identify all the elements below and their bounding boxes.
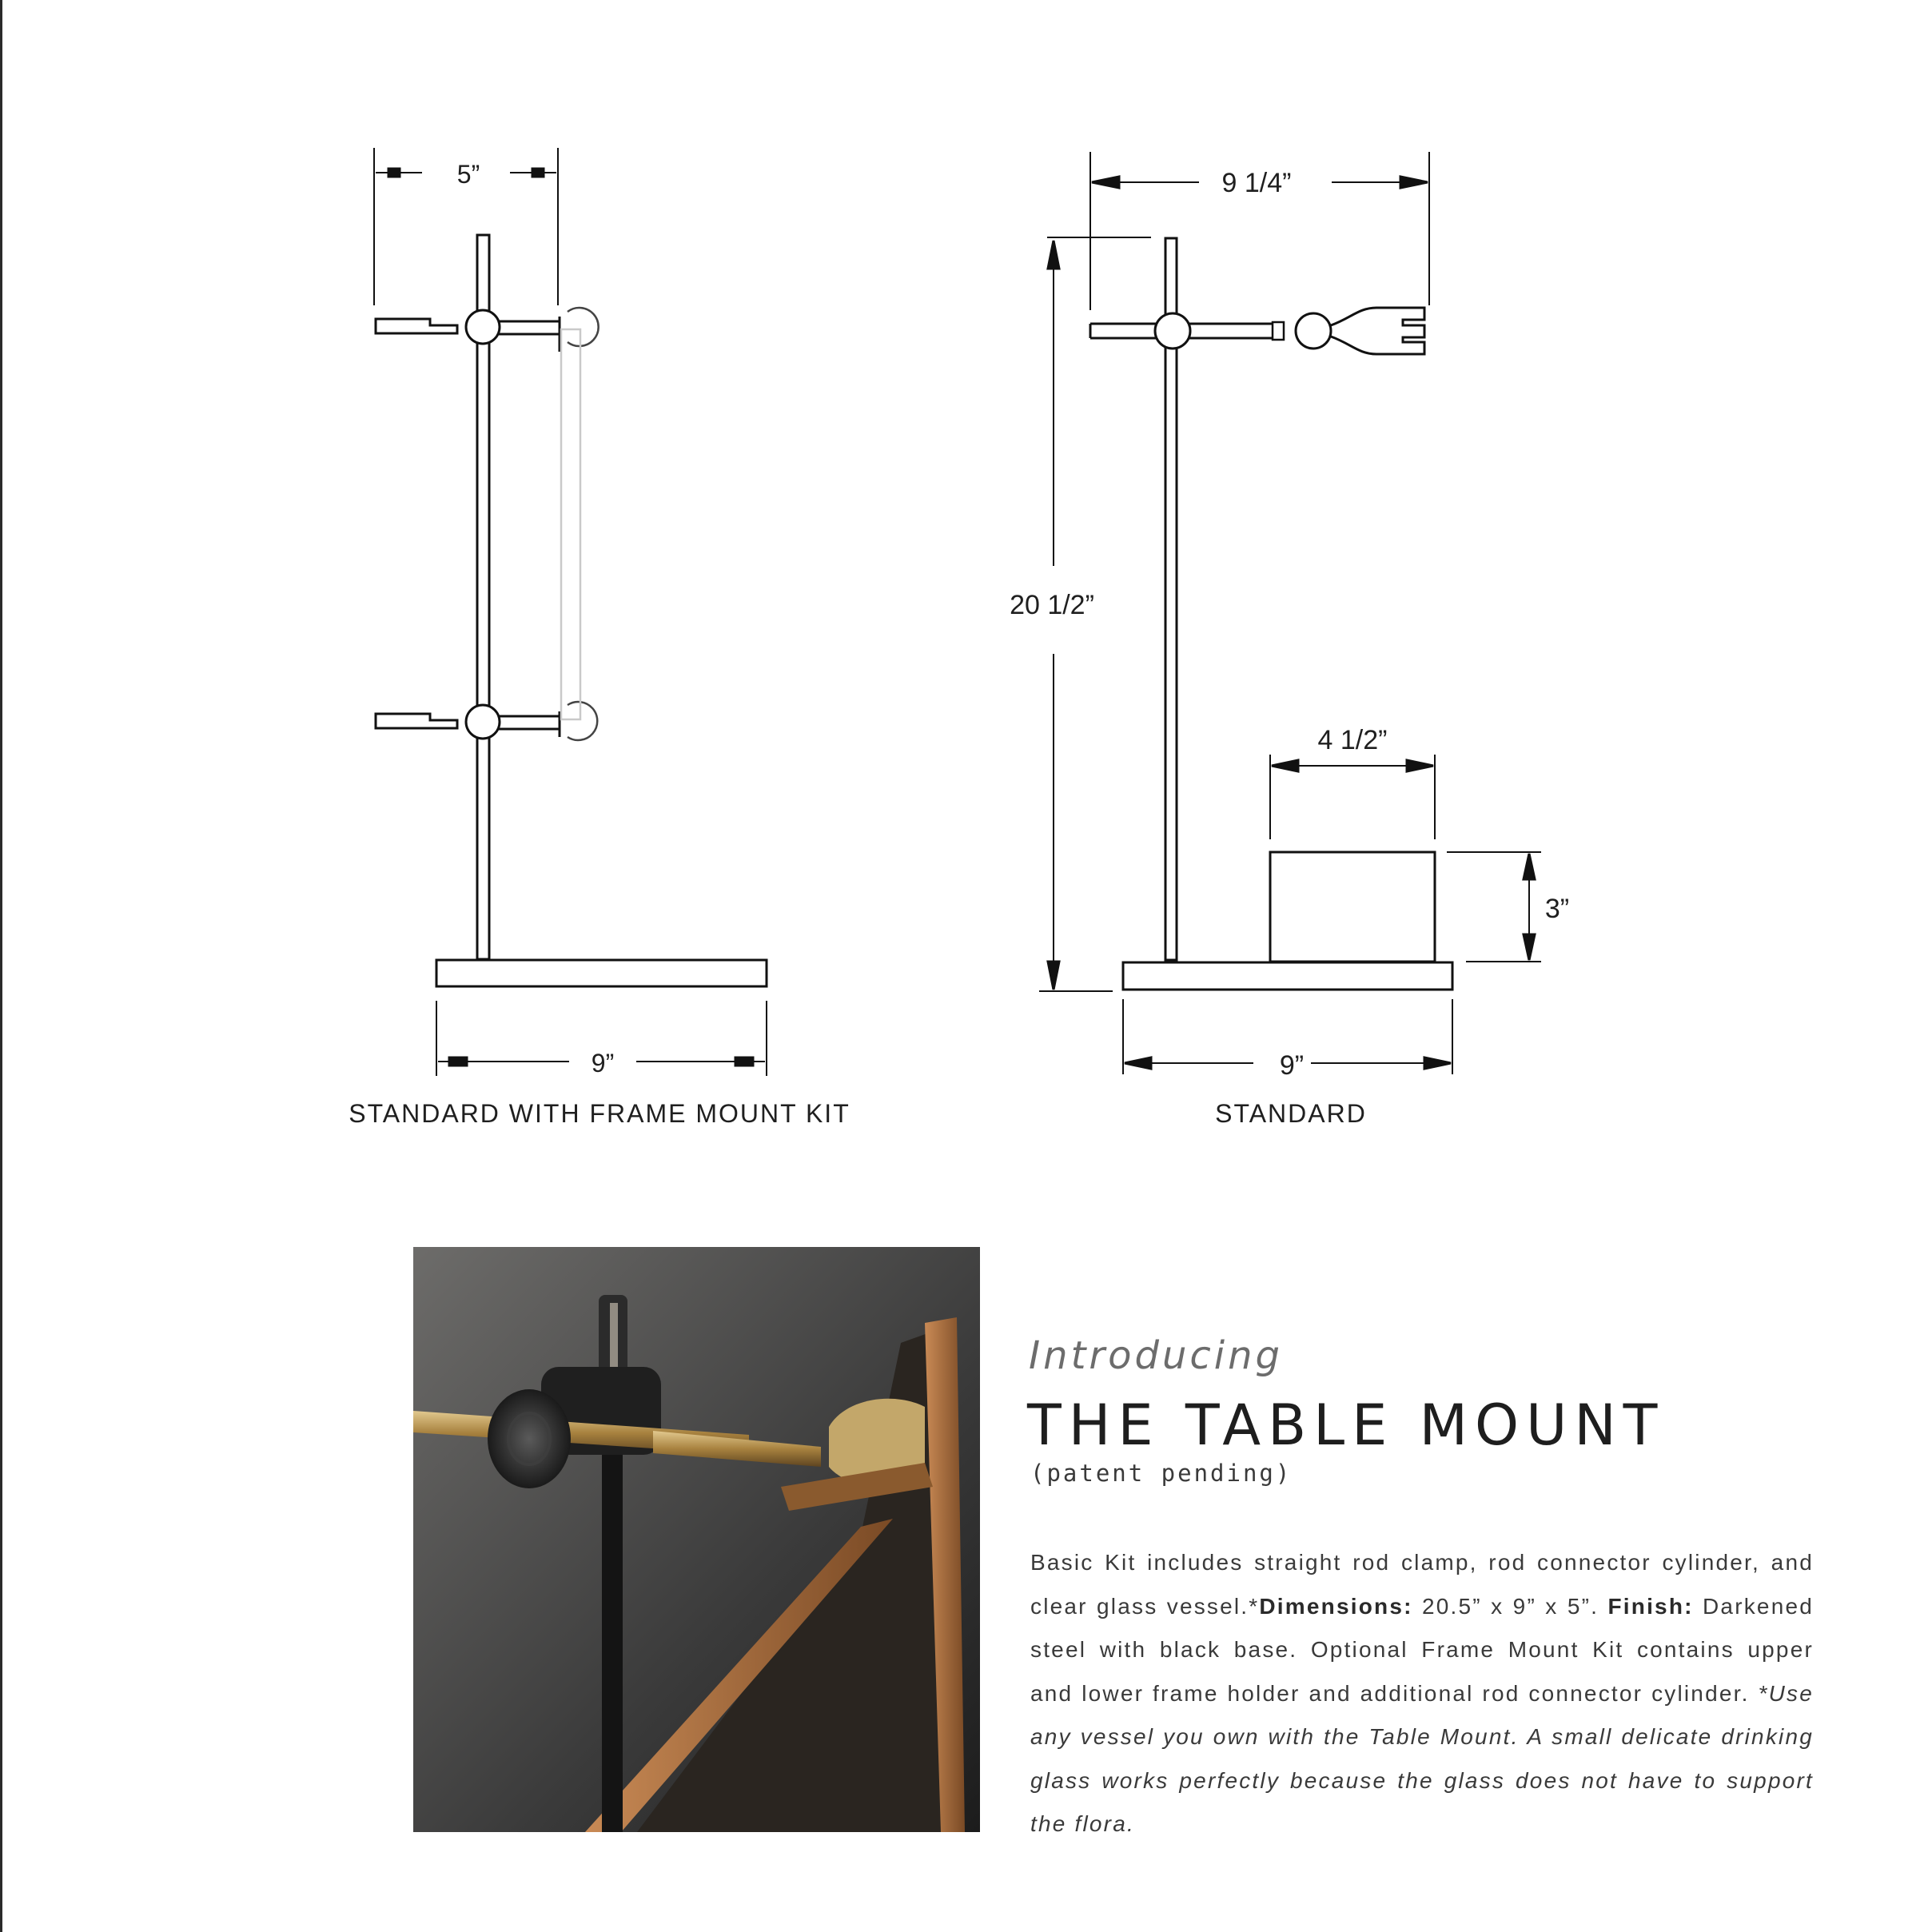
vessel-note: *Use any vessel you own with the Table Mount. A small delicate drinking glass works perfectly because the glass does not have to support the flora. [1030,1680,1814,1836]
left-bottom-dimension-label: 9” [591,1049,615,1078]
product-title: THE TABLE MOUNT [1027,1392,1665,1458]
vessel-height-dimension-label: 3” [1544,894,1570,924]
finish-label: Finish: [1607,1593,1694,1619]
left-drawing-caption: STANDARD WITH FRAME MOUNT KIT [349,1099,850,1128]
dimensions-label: Dimensions: [1259,1593,1413,1619]
right-height-dimension-label: 20 1/2” [1010,590,1094,620]
standard-drawing [1039,152,1541,1074]
intro-label: Introducing [1029,1333,1284,1378]
product-subtitle: (patent pending) [1030,1460,1293,1487]
left-top-dimension-label: 5” [456,160,480,189]
frame-mount-kit-drawing [374,148,767,1076]
vessel-width-dimension-label: 4 1/2” [1317,725,1388,755]
product-photo [413,1247,980,1832]
description-kit-text: Basic Kit includes straight rod clamp, rod connector cylinder, and clear glass vessel.* [1030,1550,1814,1619]
right-bottom-dimension-label: 9” [1279,1050,1305,1081]
dimensions-value: 20.5” x 9” x 5”. [1412,1593,1608,1619]
finish-value: Darkened steel with black base. Optional Frame Mount Kit contains upper and lower frame holder and additional rod connector cylinder. [1030,1593,1814,1706]
product-description [1030,1541,1814,1846]
right-top-dimension-label: 9 1/4” [1221,168,1292,198]
right-drawing-caption: STANDARD [1215,1099,1367,1128]
